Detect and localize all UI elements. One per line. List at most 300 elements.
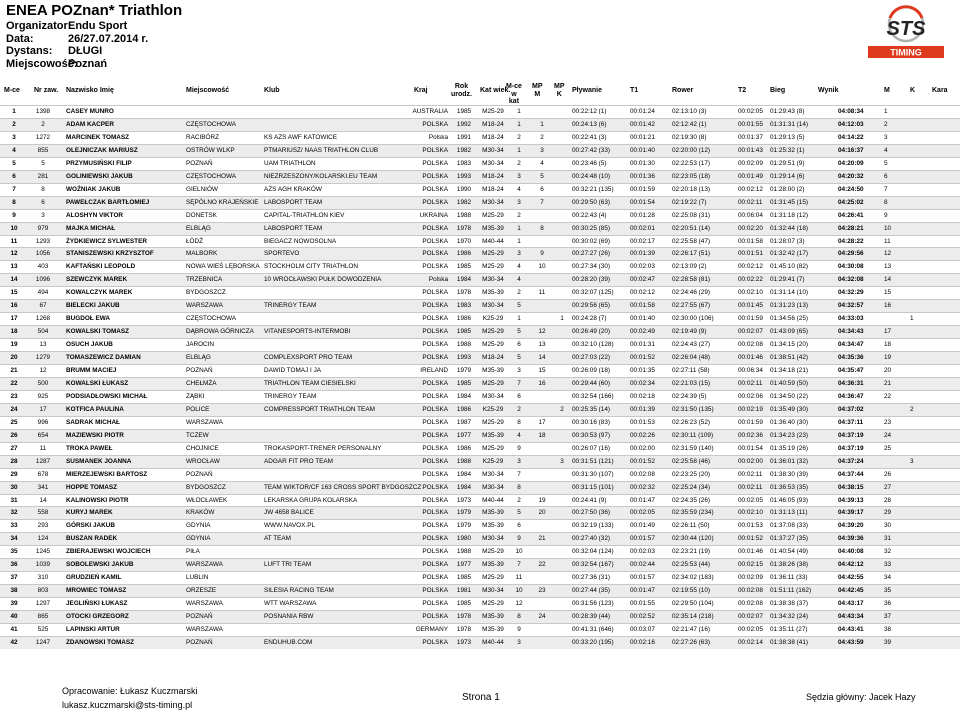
- cell-age-group: M30-34: [482, 198, 504, 206]
- cell-club: 10 WROCŁAWSKI PUŁK DOWODZENIA: [264, 276, 382, 284]
- cell-bike: 02:26:11 (50): [672, 522, 710, 530]
- table-row: [0, 273, 960, 286]
- cell-bib: 5: [41, 159, 45, 167]
- cell-bib: 1272: [35, 133, 51, 141]
- cell-age-group: M30-34: [482, 483, 504, 491]
- cell-bib: 803: [37, 587, 49, 595]
- column-header-result: Wynik: [818, 87, 839, 94]
- cell-club: TRINERGY TEAM: [264, 392, 317, 400]
- cell-cat-place: 1: [517, 315, 521, 323]
- cell-bike: 02:13:10 (3): [672, 108, 707, 115]
- cell-result: 04:36:47: [838, 392, 864, 400]
- cell-t1: 00:01:39: [630, 250, 655, 258]
- cell-swim: 00:27:50 (36): [572, 509, 611, 517]
- cell-run: 01:36:40 (30): [770, 418, 809, 426]
- cell-result: 04:20:32: [838, 172, 864, 180]
- cell-name: PAWEŁCZAK BARTŁOMIEJ: [66, 198, 150, 206]
- cell-t1: 00:01:49: [630, 522, 655, 530]
- cell-run: 01:31:18 (12): [770, 211, 809, 219]
- table-row: [0, 429, 960, 442]
- cell-age-group: K25-29: [482, 457, 504, 465]
- cell-rank-m: 3: [884, 133, 888, 141]
- cell-year: 1984: [456, 483, 472, 491]
- cell-cat-place: 1: [517, 108, 521, 115]
- cell-place: 42: [10, 638, 18, 646]
- cell-name: HOPPE TOMASZ: [66, 483, 118, 491]
- cell-name: PRZYMUSIŃSKI FILIP: [66, 159, 132, 167]
- cell-bib: 67: [39, 302, 47, 310]
- cell-mp-m: 11: [538, 289, 546, 297]
- cell-bike: 02:23:21 (19): [672, 548, 711, 556]
- cell-country: POLSKA: [422, 574, 448, 582]
- cell-club: LEKARSKA GRUPA KOLARSKA: [264, 496, 358, 504]
- cell-bike: 02:25:08 (31): [672, 211, 711, 219]
- cell-place: 35: [10, 548, 18, 556]
- cell-swim: 00:32:04 (124): [572, 548, 614, 556]
- cell-cat-place: 3: [517, 638, 521, 646]
- cell-rank-m: 6: [884, 172, 888, 180]
- cell-country: POLSKA: [422, 198, 448, 206]
- cell-name: KAFTAŃSKI LEOPOLD: [66, 263, 136, 271]
- cell-t2: 00:02:10: [738, 509, 763, 517]
- cell-place: 34: [10, 535, 18, 543]
- cell-club: COMPRESSPORT TRIATHLON TEAM: [264, 405, 375, 413]
- table-row: [0, 299, 960, 312]
- cell-bib: 1096: [35, 276, 51, 284]
- cell-club: TRINERGY TEAM: [264, 302, 317, 310]
- cell-bike: 02:19:55 (10): [672, 587, 711, 595]
- cell-result: 04:37:24: [838, 457, 864, 465]
- cell-t2: 00:02:07: [738, 328, 763, 336]
- cell-name: ADAM KACPER: [66, 120, 114, 128]
- cell-result: 04:42:45: [838, 587, 864, 595]
- cell-rank-m: 20: [884, 367, 892, 374]
- cell-year: 1978: [456, 613, 472, 621]
- cell-rank-k: 1: [910, 315, 914, 323]
- cell-name: OLEJNICZAK MARIUSZ: [66, 146, 138, 154]
- table-row: [0, 196, 960, 209]
- cell-bib: 1398: [35, 108, 51, 115]
- cell-t1: 00:01:53: [630, 418, 655, 426]
- cell-country: POLSKA: [422, 146, 448, 154]
- cell-name: ŻYDKIEWICZ SYLWESTER: [66, 237, 147, 245]
- cell-swim: 00:22:41 (3): [572, 133, 607, 141]
- cell-age-group: M18-24: [482, 172, 504, 180]
- cell-country: POLSKA: [422, 224, 448, 232]
- cell-name: KURYJ MAREK: [66, 509, 113, 517]
- cell-place: 1: [12, 108, 16, 115]
- cell-mp-m: 20: [538, 509, 546, 517]
- cell-run: 01:28:07 (3): [770, 237, 805, 245]
- cell-city: WROCŁAW: [186, 457, 220, 465]
- cell-run: 01:51:11 (162): [770, 587, 812, 595]
- cell-t2: 00:01:59: [738, 315, 763, 323]
- table-row: [0, 118, 960, 131]
- cell-t1: 00:02:05: [630, 509, 655, 517]
- cell-place: 11: [10, 237, 18, 245]
- cell-run: 01:29:14 (6): [770, 172, 805, 180]
- cell-place: 6: [12, 172, 16, 180]
- table-row: [0, 610, 960, 623]
- cell-name: TOMASZEWICZ DAMIAN: [66, 354, 141, 362]
- cell-mp-m: 15: [538, 367, 546, 374]
- cell-country: POLSKA: [422, 185, 448, 193]
- cell-result: 04:39:36: [838, 535, 864, 543]
- cell-run: 01:29:51 (9): [770, 159, 805, 167]
- cell-t2: 00:01:49: [738, 172, 763, 180]
- cell-result: 04:35:36: [838, 354, 864, 362]
- cell-mp-k: 3: [560, 457, 564, 465]
- cell-t2: 00:02:22: [738, 276, 763, 284]
- cell-club: AZS AGH KRAKÓW: [264, 185, 322, 193]
- cell-year: 1982: [456, 146, 472, 154]
- cell-bib: 504: [37, 328, 49, 336]
- cell-cat-place: 9: [517, 535, 521, 543]
- column-header-mp-k: MP K: [554, 83, 565, 98]
- cell-year: 1977: [456, 561, 472, 569]
- cell-country: POLSKA: [422, 509, 448, 517]
- column-header-place: M-ce: [4, 87, 20, 94]
- cell-bib: 525: [37, 626, 49, 633]
- cell-t1: 00:01:39: [630, 405, 655, 413]
- cell-bike: 02:30:00 (106): [672, 315, 714, 323]
- cell-run: 01:31:14 (10): [770, 289, 809, 297]
- cell-place: 16: [10, 302, 18, 310]
- cell-bike: 02:26:04 (48): [672, 354, 711, 362]
- cell-result: 04:37:11: [838, 418, 864, 426]
- cell-t1: 00:02:16: [630, 638, 655, 646]
- cell-cat-place: 1: [517, 120, 521, 128]
- table-row: [0, 545, 960, 558]
- cell-mp-m: 12: [538, 328, 546, 336]
- cell-t2: 00:02:09: [738, 574, 763, 582]
- cell-bike: 02:27:11 (58): [672, 367, 710, 374]
- cell-bib: 12: [39, 367, 47, 374]
- cell-bib: 558: [37, 509, 49, 517]
- cell-name: MAJKA MICHAŁ: [66, 224, 116, 232]
- cell-t2: 00:02:08: [738, 600, 763, 608]
- cell-swim: 00:30:16 (83): [572, 418, 611, 426]
- cell-cat-place: 3: [517, 457, 521, 465]
- cell-year: 1979: [456, 509, 472, 517]
- cell-rank-m: 19: [884, 354, 892, 362]
- cell-name: KOWALCZYK MAREK: [66, 289, 133, 297]
- cell-bib: 3: [41, 211, 45, 219]
- cell-place: 7: [12, 185, 16, 193]
- cell-club: KS AZS AWF KATOWICE: [264, 133, 338, 141]
- cell-result: 04:29:56: [838, 250, 864, 258]
- cell-rank-m: 15: [884, 289, 892, 297]
- cell-cat-place: 2: [517, 496, 521, 504]
- cell-swim: 00:26:09 (18): [572, 367, 611, 374]
- event-meta: [6, 20, 966, 70]
- cell-cat-place: 6: [517, 341, 521, 349]
- cell-cat-place: 6: [517, 522, 521, 530]
- table-row: [0, 209, 960, 222]
- cell-rank-m: 13: [884, 263, 892, 271]
- cell-rank-m: 2: [884, 120, 888, 128]
- cell-bib: 654: [37, 431, 49, 439]
- cell-name: BUGDOŁ EWA: [66, 315, 111, 323]
- cell-name: PODSIADŁOWSKI MICHAŁ: [66, 392, 148, 400]
- cell-city: TRZEBNICA: [186, 276, 223, 284]
- cell-result: 04:37:44: [838, 470, 864, 478]
- cell-rank-m: 26: [884, 470, 892, 478]
- cell-city: ORZESZE: [186, 587, 217, 595]
- cell-place: 15: [10, 289, 18, 297]
- cell-result: 04:34:47: [838, 341, 864, 349]
- cell-city: PIŁA: [186, 548, 200, 556]
- cell-place: 31: [10, 496, 18, 504]
- cell-age-group: M30-34: [482, 276, 504, 284]
- cell-run: 01:31:31 (14): [770, 120, 809, 128]
- cell-bib: 13: [39, 341, 47, 349]
- cell-country: POLSKA: [422, 328, 448, 336]
- cell-mp-m: 22: [538, 561, 546, 569]
- cell-t1: 00:02:47: [630, 276, 655, 284]
- cell-age-group: M25-29: [482, 418, 504, 426]
- cell-bib: 1039: [35, 561, 51, 569]
- organizer-value: Endu Sport: [68, 20, 128, 32]
- logo-text: STS: [886, 18, 926, 40]
- cell-swim: 00:30:25 (85): [572, 224, 611, 232]
- cell-t1: 00:01:36: [630, 172, 655, 180]
- cell-run: 01:34:15 (20): [770, 341, 809, 349]
- cell-place: 2: [12, 120, 16, 128]
- cell-bib: 678: [37, 470, 49, 478]
- cell-t1: 00:01:30: [630, 159, 655, 167]
- cell-mp-m: 9: [540, 250, 544, 258]
- table-row: [0, 403, 960, 416]
- cell-t1: 00:01:55: [630, 600, 655, 608]
- column-header-swim: Pływanie: [572, 87, 602, 94]
- column-header-run: Bieg: [770, 87, 786, 94]
- cell-year: 1985: [456, 379, 472, 387]
- cell-bike: 02:23:05 (18): [672, 172, 711, 180]
- cell-age-group: M40-44: [482, 237, 504, 245]
- cell-t2: 00:02:00: [738, 457, 763, 465]
- cell-t1: 00:02:03: [630, 548, 655, 556]
- cell-name: ZDANOWSKI TOMASZ: [66, 638, 135, 646]
- cell-bike: 02:21:03 (15): [672, 379, 711, 387]
- cell-cat-place: 3: [517, 250, 521, 258]
- cell-t1: 00:01:54: [630, 198, 655, 206]
- place-label: Miejscowość:: [6, 57, 78, 70]
- cell-city: WARSZAWA: [186, 418, 223, 426]
- cell-country: POLSKA: [422, 418, 448, 426]
- cell-rank-m: 9: [884, 211, 888, 219]
- cell-club: WTT WARSZAWA: [264, 600, 317, 608]
- cell-cat-place: 4: [517, 431, 521, 439]
- cell-t2: 00:02:05: [738, 626, 763, 633]
- distance-value: DŁUGI: [68, 45, 103, 57]
- table-row: [0, 260, 960, 273]
- cell-place: 20: [10, 354, 18, 362]
- cell-mp-m: 17: [538, 418, 546, 426]
- cell-age-group: M30-34: [482, 146, 504, 154]
- cell-swim: 00:28:39 (44): [572, 613, 611, 621]
- cell-city: DONETSK: [186, 211, 217, 219]
- cell-cat-place: 2: [517, 289, 521, 297]
- cell-name: MIERZEJEWSKI BARTOSZ: [66, 470, 148, 478]
- column-header-rank-k: K: [910, 87, 916, 94]
- cell-result: 04:37:02: [838, 405, 864, 413]
- cell-cat-place: 3: [517, 367, 521, 374]
- cell-place: 38: [10, 587, 18, 595]
- cell-bike: 02:25:58 (46): [672, 457, 711, 465]
- cell-place: 24: [10, 405, 18, 413]
- column-header-bib: Nr zaw.: [34, 87, 59, 94]
- cell-city: RACIBÓRZ: [186, 133, 220, 141]
- cell-name: KALINOWSKI PIOTR: [66, 496, 129, 504]
- cell-mp-k: 2: [560, 405, 564, 413]
- cell-city: CHOJNICE: [186, 444, 219, 452]
- cell-year: 1973: [456, 638, 472, 646]
- cell-result: 04:37:19: [838, 444, 864, 452]
- cell-city: ŁÓDŹ: [186, 237, 204, 245]
- cell-club: CAPITAL-TRIATHLON KIEV: [264, 211, 345, 219]
- cell-swim: 00:26:07 (16): [572, 444, 611, 452]
- cell-t2: 00:01:54: [738, 444, 763, 452]
- cell-country: POLSKA: [422, 470, 448, 478]
- cell-name: OSUCH JAKUB: [66, 341, 113, 349]
- cell-swim: 00:32:54 (167): [572, 561, 614, 569]
- cell-run: 01:38:38 (37): [770, 600, 809, 608]
- cell-rank-m: 12: [884, 250, 892, 258]
- cell-t1: 00:02:01: [630, 224, 655, 232]
- cell-cat-place: 7: [517, 379, 521, 387]
- cell-year: 1983: [456, 159, 472, 167]
- cell-swim: 00:25:35 (14): [572, 405, 611, 413]
- table-row: [0, 532, 960, 545]
- cell-t1: 00:02:00: [630, 444, 655, 452]
- cell-bib: 310: [37, 574, 49, 582]
- cell-t1: 00:01:28: [630, 211, 655, 219]
- cell-result: 04:14:22: [838, 133, 864, 141]
- cell-t1: 00:01:57: [630, 535, 655, 543]
- cell-t1: 00:01:59: [630, 185, 655, 193]
- cell-swim: 00:24:28 (7): [572, 315, 607, 323]
- cell-country: POLSKA: [422, 457, 448, 465]
- cell-cat-place: 5: [517, 354, 521, 362]
- cell-cat-place: 10: [515, 548, 523, 556]
- cell-t2: 00:02:07: [738, 613, 763, 621]
- cell-age-group: M35-39: [482, 626, 504, 633]
- cell-bike: 02:26:23 (52): [672, 418, 711, 426]
- cell-bike: 02:28:58 (81): [672, 276, 711, 284]
- cell-bib: 1245: [35, 548, 51, 556]
- cell-bike: 02:25:24 (34): [672, 483, 711, 491]
- cell-swim: 00:23:46 (5): [572, 159, 607, 167]
- cell-club: WWW.NAVOX.PL: [264, 522, 316, 530]
- table-row: [0, 468, 960, 481]
- cell-rank-m: 24: [884, 431, 892, 439]
- cell-bike: 02:19:49 (9): [672, 328, 707, 336]
- cell-place: 23: [10, 392, 18, 400]
- cell-age-group: M35-39: [482, 289, 504, 297]
- cell-rank-m: 38: [884, 626, 892, 633]
- cell-swim: 00:32:54 (166): [572, 392, 614, 400]
- cell-age-group: M40-44: [482, 496, 504, 504]
- cell-run: 01:34:50 (22): [770, 392, 809, 400]
- cell-club: PTMARIUSZ/ NAAS TRIATHLON CLUB: [264, 146, 379, 154]
- cell-bib: 1056: [35, 250, 51, 258]
- column-header-cat-place: M-ce w kat: [506, 83, 522, 105]
- cell-year: 1984: [456, 470, 472, 478]
- cell-country: Polska: [428, 133, 448, 141]
- cell-name: JEGLIŃSKI ŁUKASZ: [66, 600, 128, 608]
- cell-rank-m: 4: [884, 146, 888, 154]
- cell-mp-m: 5: [540, 172, 544, 180]
- cell-run: 01:40:54 (49): [770, 548, 809, 556]
- cell-cat-place: 10: [515, 587, 523, 595]
- cell-result: 04:42:12: [838, 561, 864, 569]
- cell-run: 01:34:23 (23): [770, 431, 809, 439]
- cell-t2: 00:02:10: [738, 289, 763, 297]
- cell-result: 04:20:09: [838, 159, 864, 167]
- cell-country: POLSKA: [422, 561, 448, 569]
- cell-rank-m: 29: [884, 509, 892, 517]
- cell-age-group: M25-29: [482, 574, 504, 582]
- cell-t2: 00:01:53: [738, 522, 763, 530]
- cell-t1: 00:02:52: [630, 613, 655, 621]
- cell-mp-m: 3: [540, 146, 544, 154]
- cell-age-group: M18-24: [482, 120, 504, 128]
- table-row: [0, 247, 960, 260]
- cell-run: 01:35:11 (27): [770, 626, 808, 633]
- cell-age-group: M18-24: [482, 185, 504, 193]
- cell-rank-m: 33: [884, 561, 892, 569]
- cell-city: POZNAŃ: [186, 613, 213, 621]
- cell-place: 14: [10, 276, 18, 284]
- cell-bike: 02:30:11 (109): [672, 431, 714, 439]
- cell-bike: 02:20:18 (13): [672, 185, 711, 193]
- table-row: [0, 519, 960, 532]
- table-row: [0, 222, 960, 235]
- cell-city: DĄBROWA GÓRNICZA: [186, 328, 254, 336]
- cell-cat-place: 11: [515, 574, 523, 582]
- cell-t2: 00:02:15: [738, 561, 763, 569]
- cell-rank-m: 14: [884, 276, 892, 284]
- cell-t1: 00:01:21: [630, 133, 655, 141]
- cell-age-group: M35-39: [482, 561, 504, 569]
- cell-bike: 02:13:09 (2): [672, 263, 707, 271]
- cell-place: 10: [10, 224, 18, 232]
- cell-place: 13: [10, 263, 18, 271]
- cell-cat-place: 12: [515, 600, 523, 608]
- cell-mp-m: 19: [538, 496, 546, 504]
- cell-bib: 1293: [35, 237, 51, 245]
- cell-bike: 02:12:42 (1): [672, 120, 707, 128]
- cell-run: 01:37:27 (35): [770, 535, 809, 543]
- cell-t2: 00:02:05: [738, 108, 763, 115]
- cell-year: 1977: [456, 431, 472, 439]
- cell-country: POLSKA: [422, 535, 448, 543]
- cell-rank-k: 2: [910, 405, 914, 413]
- cell-club: VITANESPORTS-INTERMOBI: [264, 328, 351, 336]
- cell-country: POLSKA: [422, 431, 448, 439]
- cell-year: 1978: [456, 626, 472, 633]
- cell-bike: 02:24:39 (5): [672, 392, 707, 400]
- cell-result: 04:39:20: [838, 522, 864, 530]
- cell-cat-place: 7: [517, 561, 521, 569]
- cell-result: 04:26:41: [838, 211, 864, 219]
- cell-run: 01:29:13 (5): [770, 133, 805, 141]
- cell-swim: 00:27:42 (33): [572, 146, 611, 154]
- cell-bike: 02:25:58 (47): [672, 237, 711, 245]
- cell-cat-place: 2: [517, 133, 521, 141]
- cell-run: 01:34:18 (21): [770, 367, 809, 374]
